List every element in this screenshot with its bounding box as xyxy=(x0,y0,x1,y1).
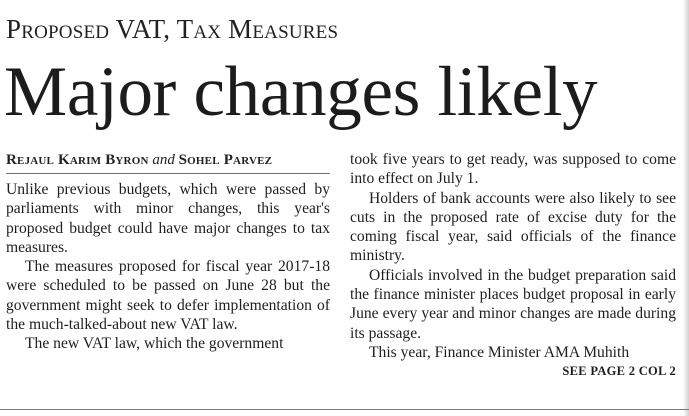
byline-divider xyxy=(6,173,330,174)
body-paragraph: The new VAT law, which the government xyxy=(25,335,284,353)
byline-conjunction: and xyxy=(152,152,175,168)
article-column-left xyxy=(6,180,330,354)
body-paragraph: Unlike previous budgets, which were passed by parliaments with minor changes, this year's proposed budget could have major changes to tax measures. xyxy=(6,181,330,256)
article-kicker: Proposed VAT, Tax Measures xyxy=(6,14,339,44)
body-paragraph: This year, Finance Minister AMA Muhith xyxy=(369,343,630,361)
article-column-right xyxy=(350,150,676,380)
article-headline: Major changes likely xyxy=(4,53,598,131)
body-paragraph: took five years to get ready, was supposed to come into effect on July 1. xyxy=(350,151,676,188)
byline-author-1: Rejaul Karim Byron xyxy=(6,152,149,168)
body-paragraph: The measures proposed for fiscal year 2017-18 were scheduled to be passed on June 28 but the government might seek to defer implementation of the much-talked-about new VAT law. xyxy=(6,258,330,334)
byline-author-2: Sohel Parvez xyxy=(178,152,273,168)
page-fold-shadow xyxy=(683,0,689,416)
byline xyxy=(6,151,272,169)
body-paragraph: Officials involved in the budget preparation said the finance minister places budget proposal in early June every year and minor changes are made during its passage. xyxy=(350,266,676,342)
bottom-divider xyxy=(0,409,689,410)
body-paragraph: Holders of bank accounts were also likely to see cuts in the proposed rate of excise duty for the coming fiscal year, said officials of the finance ministry. xyxy=(350,189,676,265)
continuation-jump-line: SEE PAGE 2 COL 2 xyxy=(562,364,676,379)
